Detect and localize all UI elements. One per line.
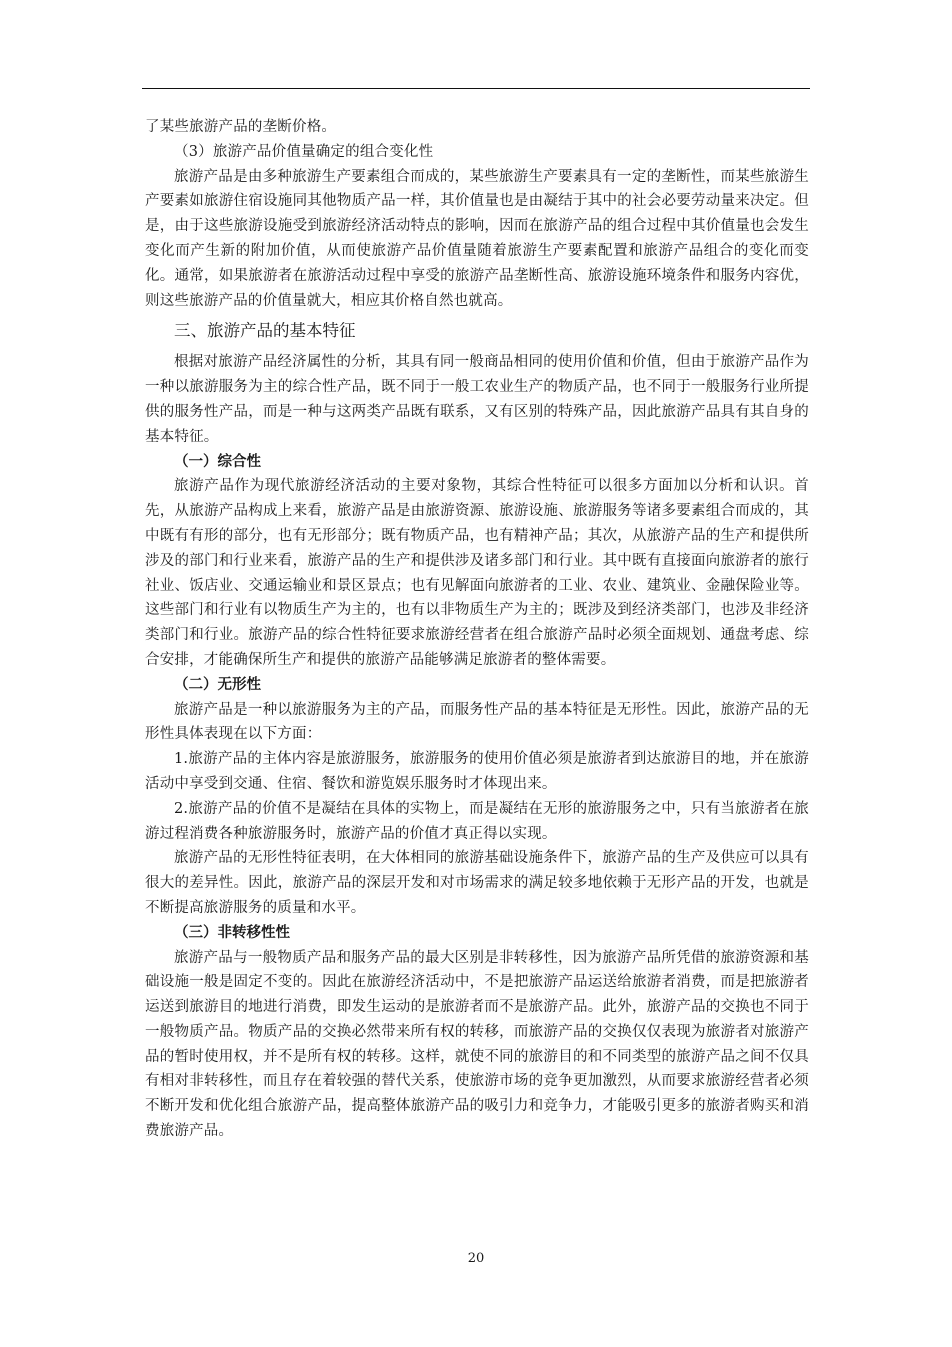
section-intro-paragraph: 根据对旅游产品经济属性的分析，其具有同一般商品相同的使用价值和价值，但由于旅游产品作为一种以旅游服务为主的综合性产品，既不同于一般工农业生产的物质产品，也不同于一般服务行业所提供的服务性产品，而是一种与这两类产品既有联系，又有区别的特殊产品，因此旅游产品具有其自身的基本特征。 [145, 354, 809, 445]
intangibility-heading: （二）无形性 [174, 676, 261, 693]
comprehensiveness-paragraph: 旅游产品作为现代旅游经济活动的主要对象物，其综合性特征可以很多方面加以分析和认识。首先，从旅游产品构成上来看，旅游产品是由旅游资源、旅游设施、旅游服务等诸多要素组合而成的，其中既有有形的部分，也有无形部分；既有物质产品，也有精神产品；其次，从旅游产品的生产和提供所涉及的部门和行业来看，旅游产品的生产和提供涉及诸多部门和行业。其中既有直接面向旅游者的旅行社业、饭店业、交通运输业和景区景点；也有见解面向旅游者的工业、农业、建筑业、金融保险业等。这些部门和行业有以物质生产为主的，也有以非物质生产为主的；既涉及到经济类部门，也涉及非经济类部门和行业。旅游产品的综合性特征要求旅游经营者在组合旅游产品时必须全面规划、通盘考虑、综合安排，才能确保所生产和提供的旅游产品能够满足旅游者的整体需要。 [145, 478, 809, 668]
header-rule [142, 88, 810, 89]
page-body [145, 115, 809, 1144]
continuation-text: 了某些旅游产品的垄断价格。 [145, 119, 337, 135]
section-heading: 三、旅游产品的基本特征 [174, 321, 356, 341]
intangibility-paragraph: 旅游产品是一种以旅游服务为主的产品，而服务性产品的基本特征是无形性。因此，旅游产品的无形性具体表现在以下方面： [145, 701, 809, 743]
intangibility-conclusion: 旅游产品的无形性特征表明，在大体相同的旅游基础设施条件下，旅游产品的生产及供应可以具有很大的差异性。因此，旅游产品的深层开发和对市场需求的满足较多地依赖于无形产品的开发，也就是不断提高旅游服务的质量和水平。 [145, 850, 809, 916]
non-transferability-heading: （三）非转移性性 [174, 924, 290, 941]
intangibility-item-2: 2.旅游产品的价值不是凝结在具体的实物上，而是凝结在无形的旅游服务之中，只有当旅游者在旅游过程消费各种旅游服务时，旅游产品的价值才真正得以实现。 [145, 800, 809, 842]
non-transferability-paragraph: 旅游产品与一般物质产品和服务产品的最大区别是非转移性，因为旅游产品所凭借的旅游资源和基础设施一般是固定不变的。因此在旅游经济活动中，不是把旅游产品运送给旅游者消费，而是把旅游者运送到旅游目的地进行消费，即发生运动的是旅游者而不是旅游产品。此外，旅游产品的交换也不同于一般物质产品。物质产品的交换必然带来所有权的转移，而旅游产品的交换仅仅表现为旅游者对旅游产品的暂时使用权，并不是所有权的转移。这样，就使不同的旅游目的和不同类型的旅游产品之间不仅具有相对非转移性，而且存在着较强的替代关系，使旅游市场的竞争更加激烈，从而要求旅游经营者必须不断开发和优化组合旅游产品，提高整体旅游产品的吸引力和竞争力，才能吸引更多的旅游者购买和消费旅游产品。 [145, 949, 809, 1140]
subsection-3-heading: （3）旅游产品价值量确定的组合变化性 [174, 143, 434, 160]
intangibility-item-1: 1.旅游产品的主体内容是旅游服务，旅游服务的使用价值必须是旅游者到达旅游目的地，并在旅游活动中享受到交通、住宿、餐饮和游览娱乐服务时才体现出来。 [145, 751, 809, 792]
comprehensiveness-heading: （一）综合性 [174, 453, 261, 470]
subsection-3-paragraph: 旅游产品是由多种旅游生产要素组合而成的，某些旅游生产要素具有一定的垄断性，而某些旅游生产要素如旅游住宿设施同其他物质产品一样，其价值量也是由凝结于其中的社会必要劳动量来决定。但是，由于这些旅游设施受到旅游经济活动特点的影响，因而在旅游产品的组合过程中其价值量也会发生变化而产生新的附加价值，从而使旅游产品价值量随着旅游生产要素配置和旅游产品组合的变化而变化。通常，如果旅游者在旅游活动过程中享受的旅游产品垄断性高、旅游设施环境条件和服务内容优，则这些旅游产品的价值量就大，相应其价格自然也就高。 [145, 168, 809, 309]
page-number: 20 [467, 1251, 485, 1266]
